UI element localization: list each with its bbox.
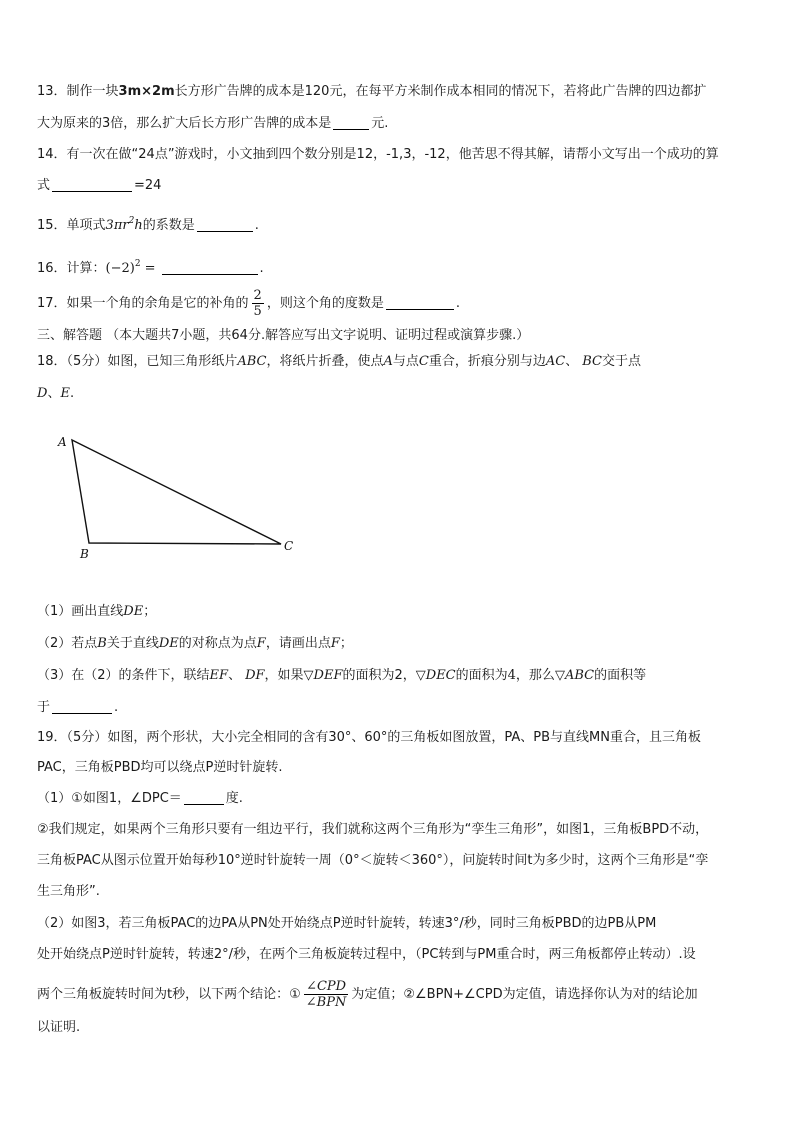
q16-eq: = xyxy=(144,261,156,276)
q13-answer-blank[interactable] xyxy=(333,115,369,130)
q14-line2 xyxy=(37,176,764,196)
q15-text-c: . xyxy=(254,218,259,233)
q18-point-c: C xyxy=(418,354,429,369)
triangle-symbol-icon: ▽ xyxy=(303,668,314,683)
q19-fraction xyxy=(304,979,349,1010)
q19-p3-text-a: 两个三角板旋转时间为t秒，以下两个结论：① xyxy=(37,987,301,1002)
q13-dims: 3m×2m xyxy=(118,84,175,99)
q18-triangle-figure xyxy=(50,428,310,568)
q15-monomial xyxy=(106,218,143,233)
q18-part1 xyxy=(37,602,764,622)
q18-part2 xyxy=(37,634,764,654)
q15-monomial-a: 3πr xyxy=(105,218,129,233)
q18-p3-four: 4 xyxy=(507,668,516,683)
q18-answer-blank[interactable] xyxy=(52,699,112,714)
q14-answer-blank[interactable] xyxy=(52,177,132,192)
q18-p2-text-e: ； xyxy=(339,636,353,651)
q19-p1-text-a: （1）①如图1，∠DPC＝ xyxy=(37,791,182,806)
q18-text-a: 18．（5分）如图，已知三角形纸片 xyxy=(37,354,238,369)
q17-frac-num: 2 xyxy=(253,288,262,303)
q18-line2 xyxy=(37,384,764,404)
q13-text-b: 长方形广告牌的成本是120元，在每平方米制作成本相同的情况下，若将此广告牌的四边都扩 xyxy=(174,84,707,99)
q19-p1-text-b: 度. xyxy=(225,791,243,806)
q15-text-b: 的系数是 xyxy=(142,218,195,233)
q19-part1 xyxy=(37,789,764,809)
q15-monomial-b: h xyxy=(134,218,143,233)
q18-p3-text-a: （3）在（2）的条件下，联结 xyxy=(37,668,210,683)
triangle-symbol-icon: ▽ xyxy=(415,668,426,683)
q19-p2-line2: 三角板PAC从图示位置开始每秒10°逆时针旋转一周（0°＜旋转＜360°），问旋转时间t为多少时，这两个三角形是“孪 xyxy=(37,853,709,868)
q13-line2 xyxy=(37,114,764,134)
q17-frac-den: 5 xyxy=(253,304,262,319)
q18-p3-sep: 、 xyxy=(228,668,242,683)
q17-text-a: 17．如果一个角的余角是它的补角的 xyxy=(37,296,249,311)
q18-side-bc: BC xyxy=(582,354,602,369)
q18-point-e: E xyxy=(60,386,70,401)
q18-p3-text-d: 的面积为 xyxy=(455,668,508,683)
q18-p2-text-c: 的对称点为点 xyxy=(178,636,257,651)
q19-p3-line1: （2）如图3，若三角板PAC的边PA从PN处开始绕点P逆时针旋转，转速3°/秒，同时三角板PBD的边PB从PM xyxy=(37,916,657,931)
q18-p3-text-b: ，如果 xyxy=(264,668,304,683)
figure-label-b: B xyxy=(80,547,89,561)
q18-p3-text-e: ，那么 xyxy=(515,668,555,683)
q19-p3-line4: 以证明. xyxy=(37,1020,81,1035)
q13-line1 xyxy=(37,82,764,102)
q16-line xyxy=(37,254,764,279)
q19-p3-text-b: 为定值；②∠BPN+∠CPD为定值，请选择你认为对的结论加 xyxy=(351,987,698,1002)
q18-part3 xyxy=(37,666,764,686)
q18-p2-b: B xyxy=(97,636,107,651)
q16-text-c: . xyxy=(259,261,264,276)
q19-p3-line2: 处开始绕点P逆时针旋转，转速2°/秒，在两个三角板旋转过程中，（PC转到与PM重合时，两三角板都停止转动）.设 xyxy=(37,947,696,962)
q18-point-d: D xyxy=(37,386,48,401)
q14-text-b: =24 xyxy=(134,178,162,193)
q15-monomial-exp: 2 xyxy=(128,216,135,226)
q18-line2-end: . xyxy=(69,386,75,401)
q18-point-a: A xyxy=(383,354,393,369)
section-3-header: 三、解答题 （本大题共7小题，共64分.解答应写出文字说明、证明过程或演算步骤.） xyxy=(37,328,530,343)
q13-text-a: 13．制作一块 xyxy=(37,84,119,99)
figure-label-a: A xyxy=(58,435,67,449)
q18-p3-ef: EF xyxy=(209,668,229,683)
q19-p3-line3 xyxy=(37,978,764,1012)
q18-p1-de: DE xyxy=(123,604,144,619)
q17-text-c: . xyxy=(455,296,460,311)
q18-p3-df: DF xyxy=(245,668,265,683)
q18-part3-line2 xyxy=(37,698,764,718)
q19-line2: PAC，三角板PBD均可以绕点P逆时针旋转. xyxy=(37,760,283,775)
q16-answer-blank[interactable] xyxy=(162,260,258,275)
q18-p2-f2: F xyxy=(330,636,340,651)
q18-text-c: 与点 xyxy=(392,354,419,369)
q15-answer-blank[interactable] xyxy=(197,217,253,232)
q14-line1: 14．有一次在做“24点”游戏时，小文抽到四个数分别是12，-1,3，-12，他苦思不得其解，请帮小文写出一个成功的算 xyxy=(37,147,719,162)
q17-line xyxy=(37,288,764,319)
q19-p2-line3: 生三角形”. xyxy=(37,884,100,899)
q18-p2-de: DE xyxy=(158,636,179,651)
q18-p2-text-b: 关于直线 xyxy=(106,636,159,651)
q19-answer-blank[interactable] xyxy=(184,790,224,805)
q18-line1 xyxy=(37,352,764,372)
q18-text-e: 交于点 xyxy=(601,354,641,369)
figure-label-c: C xyxy=(284,539,294,553)
q18-p3-dec: DEC xyxy=(425,668,456,683)
q14-text-a: 式 xyxy=(37,178,51,193)
q18-sep2: 、 xyxy=(47,386,61,401)
triangle-abc-shape xyxy=(72,440,281,544)
q18-p3-text-c: 的面积为2， xyxy=(342,668,416,683)
q19-line1: 19．（5分）如图，两个形状，大小完全相同的含有30°、60°的三角板如图放置，PA、PB与直线MN重合，且三角板 xyxy=(37,730,701,745)
q17-answer-blank[interactable] xyxy=(386,295,454,310)
q18-abc: ABC xyxy=(237,354,267,369)
q16-text-a: 16．计算： xyxy=(37,261,106,276)
q16-exp: 2 xyxy=(134,259,141,269)
q18-text-b: ，将纸片折叠，使点 xyxy=(266,354,384,369)
q18-p2-text-d: ，请画出点 xyxy=(265,636,331,651)
q18-p3-line2-b: . xyxy=(114,700,119,715)
q18-sep: 、 xyxy=(565,354,579,369)
q18-p3-text-f: 的面积等 xyxy=(594,668,647,683)
q18-text-d: 重合，折痕分别与边 xyxy=(428,354,546,369)
triangle-symbol-icon: ▽ xyxy=(554,668,565,683)
q15-line xyxy=(37,211,764,236)
q18-p2-text-a: （2）若点 xyxy=(37,636,98,651)
q18-p3-abc: ABC xyxy=(564,668,595,683)
q15-text-a: 15．单项式 xyxy=(37,218,106,233)
q19-p2-line1: ②我们规定，如果两个三角形只要有一组边平行，我们就称这两个三角形为“孪生三角形”，如图1，三角板BPD不动， xyxy=(37,822,709,837)
q13-text-d: 元. xyxy=(371,116,389,131)
q18-p2-f: F xyxy=(256,636,266,651)
q16-expr: (−2) xyxy=(105,261,135,276)
q19-frac-num: ∠CPD xyxy=(304,979,349,995)
q19-frac-den: ∠BPN xyxy=(305,995,347,1010)
q17-text-b: ，则这个角的度数是 xyxy=(266,296,384,311)
q18-p3-def: DEF xyxy=(313,668,343,683)
q13-text-c: 大为原来的3倍，那么扩大后长方形广告牌的成本是 xyxy=(37,116,332,131)
q17-fraction xyxy=(252,288,264,319)
q18-side-ac: AC xyxy=(545,354,566,369)
q18-p1-text-b: ； xyxy=(143,604,157,619)
q18-p3-line2-a: 于 xyxy=(37,700,51,715)
q18-p1-text-a: （1）画出直线 xyxy=(37,604,124,619)
